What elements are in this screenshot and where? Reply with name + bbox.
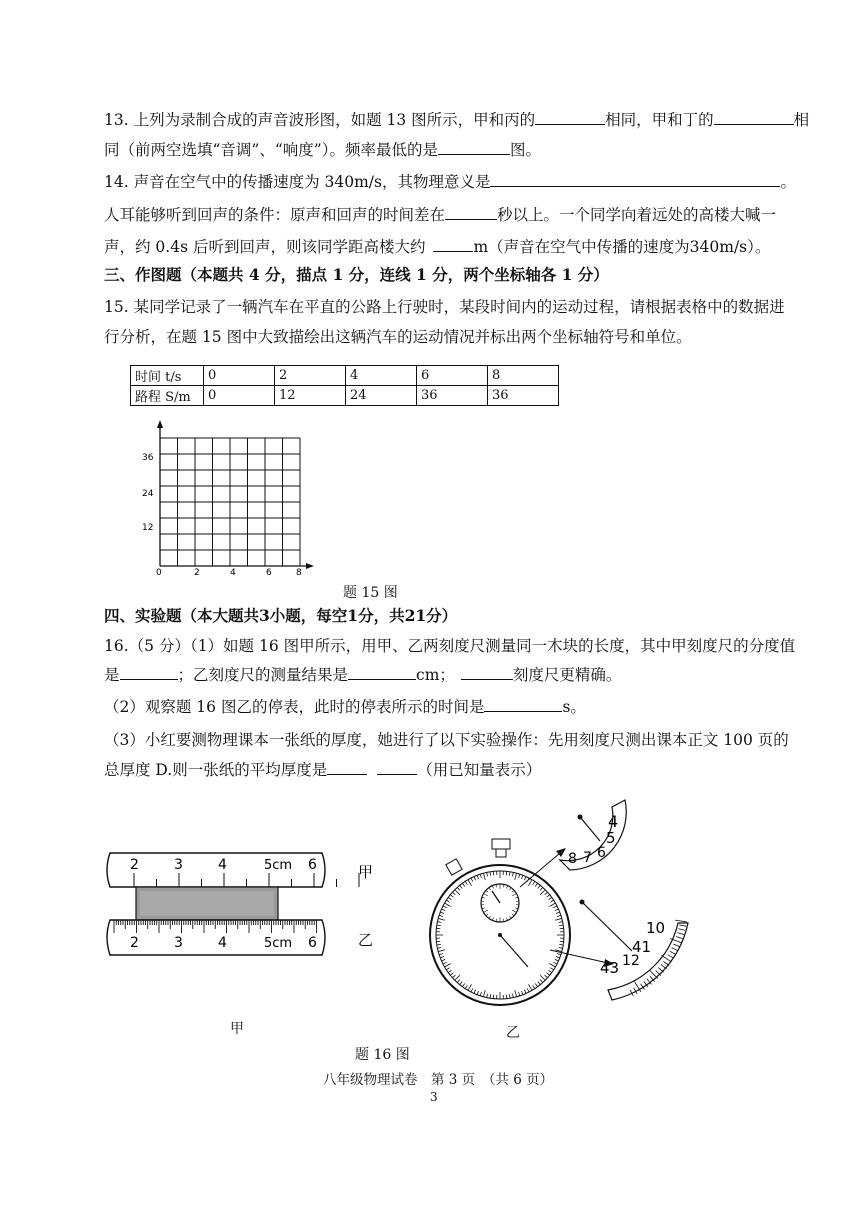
fig16-label-a: 甲	[230, 1021, 244, 1037]
x-tick-label: 6	[266, 568, 272, 578]
x-tick-label: 8	[296, 568, 302, 578]
x-tick-label: 4	[230, 568, 236, 578]
q16-line4: （3）小红要测物理课本一张纸的厚度，她进行了以下实验操作：先用刻度尺测出课本正文 100 页的	[104, 731, 789, 749]
q16-blank-2[interactable]	[348, 665, 416, 680]
q16-text-c: cm；	[416, 666, 455, 684]
q16-line1: 16.（5 分）（1）如题 16 图甲所示，用甲、乙两刻度尺测量同一木块的长度，其中甲刻度尺的分度值	[104, 637, 796, 655]
q14-text-b: 。	[780, 173, 796, 191]
q14-line3	[104, 237, 770, 257]
zoom-label: 4	[608, 812, 619, 831]
q13-line1	[104, 110, 809, 130]
fig16-label-b: 乙	[506, 1025, 520, 1041]
q16-text-a: 是	[104, 666, 120, 684]
table-row	[131, 366, 559, 386]
q16-text-e: （2）观察题 16 图乙的停表，此时的停表所示的时间是	[104, 698, 485, 716]
q16-line2	[104, 665, 621, 685]
q15-line2: 行分析，在题 15 图中大致描绘出这辆汽车的运动情况并标出两个坐标轴符号和单位。	[104, 328, 692, 346]
ruler-label: 6	[308, 935, 317, 951]
q16-blank-5[interactable]	[327, 760, 367, 775]
table-cell: 0	[204, 386, 275, 406]
zoom-label: 5	[606, 829, 616, 847]
y-tick-label: 12	[142, 523, 154, 533]
q13-text-a: 13. 上列为录制合成的声音波形图，如题 13 图所示，甲和丙的	[104, 111, 536, 129]
q15-caption: 题 15 图	[343, 585, 398, 601]
q16-blank-1[interactable]	[120, 665, 178, 680]
q13-text-b: 相同，甲和丁的	[605, 111, 714, 129]
q14-text-e: 声，约 0.4s 后听到回声，则该同学距高楼大约	[104, 238, 426, 256]
q16-text-h: （用已知量表示）	[417, 761, 542, 779]
ruler-label: 4	[218, 857, 227, 873]
q14-blank-2[interactable]	[445, 205, 497, 220]
q16-line5	[104, 760, 541, 780]
q16-text-g: 总厚度 D.则一张纸的平均厚度是	[104, 761, 328, 779]
q13-blank-3[interactable]	[438, 140, 510, 155]
x-tick-label: 0	[156, 568, 162, 578]
q15-line1: 15. 某同学记录了一辆汽车在平直的公路上行驶时，某段时间内的运动过程，请根据表格中的数据进	[104, 298, 785, 316]
section4-title: 四、实验题（本大题共3小题，每空1分，共21分）	[104, 606, 458, 625]
ruler-label: 6	[308, 857, 317, 873]
fig16-stopwatch	[420, 795, 700, 1015]
x-tick-label: 2	[194, 568, 200, 578]
q13-text-e: 图。	[509, 141, 541, 159]
y-axis-arrow-icon	[157, 420, 163, 428]
ruler-label: 5cm	[264, 936, 293, 951]
ruler-label: 5cm	[264, 858, 293, 873]
q14-text-d: 秒以上。一个同学向着远处的高楼大喊一	[497, 206, 777, 224]
table-cell: 4	[346, 366, 417, 386]
zoom-label: 10	[646, 919, 666, 937]
ruler-bottom-name: 乙	[358, 931, 374, 949]
q13-blank-2[interactable]	[714, 110, 794, 125]
y-tick-label: 36	[142, 453, 154, 463]
table-cell: 8	[488, 366, 559, 386]
q13-blank-1[interactable]	[535, 110, 605, 125]
page-footer: 八年级物理试卷 第 3 页 （共 6 页）	[323, 1072, 554, 1088]
q13-text-c: 相	[793, 111, 810, 129]
y-tick-label: 24	[142, 489, 154, 499]
q14-blank-1[interactable]	[490, 172, 780, 187]
ruler-top	[107, 853, 359, 887]
q13-line2	[104, 140, 541, 160]
table-cell: 36	[488, 386, 559, 406]
zoom-label: 12	[622, 953, 640, 969]
zoom-label: 8	[568, 851, 577, 867]
zoom-label: 7	[583, 850, 592, 866]
q14-text-c: 人耳能够听到回声的条件：原声和回声的时间差在	[104, 206, 446, 224]
q16-caption: 题 16 图	[355, 1047, 410, 1063]
table-cell: 0	[204, 366, 275, 386]
ruler-label: 4	[218, 935, 227, 951]
table-row	[131, 386, 559, 406]
ruler-label: 3	[174, 857, 183, 873]
ruler-label: 2	[130, 857, 139, 873]
q16-blank-4[interactable]	[484, 697, 562, 712]
q16-text-f: s。	[562, 698, 586, 716]
q14-blank-3[interactable]	[433, 237, 473, 252]
q16-blank-3[interactable]	[461, 665, 513, 680]
ruler-top-name: 甲	[358, 863, 374, 881]
zoom-label: 41	[632, 938, 652, 956]
table-cell: 12	[275, 386, 346, 406]
q16-line3	[104, 697, 586, 717]
q16-text-b: ；乙刻度尺的测量结果是	[177, 666, 349, 684]
table-cell: 路程 S/m	[131, 386, 204, 406]
table-cell: 24	[346, 386, 417, 406]
table-cell: 时间 t/s	[131, 366, 204, 386]
section3-title: 三、作图题（本题共 4 分，描点 1 分，连线 1 分，两个坐标轴各 1 分）	[104, 265, 609, 284]
zoom-label: 6	[597, 845, 606, 861]
q13-text-d: 同（前两空选填“音调”、“响度”）。频率最低的是	[104, 141, 438, 159]
fig16-rulers	[100, 845, 390, 960]
zoom-label: 43	[600, 959, 620, 977]
ruler-label: 3	[174, 935, 183, 951]
q14-line1	[104, 172, 796, 192]
q14-text-a: 14. 声音在空气中的传播速度为 340m/s，其物理意义是	[104, 173, 491, 191]
q16-blank-6[interactable]	[377, 760, 417, 775]
q14-line2	[104, 205, 776, 225]
ruler-bottom	[107, 920, 325, 955]
q14-text-f: m（声音在空气中传播的速度为340m/s）。	[473, 238, 771, 256]
table-cell: 36	[417, 386, 488, 406]
q16-text-d: 刻度尺更精确。	[512, 666, 622, 684]
q15-grid[interactable]	[130, 418, 320, 583]
page-number: 3	[430, 1090, 438, 1104]
ruler-label: 2	[130, 935, 139, 951]
q15-data-table	[130, 365, 559, 406]
x-axis-arrow-icon	[306, 563, 314, 569]
table-cell: 6	[417, 366, 488, 386]
table-cell: 2	[275, 366, 346, 386]
